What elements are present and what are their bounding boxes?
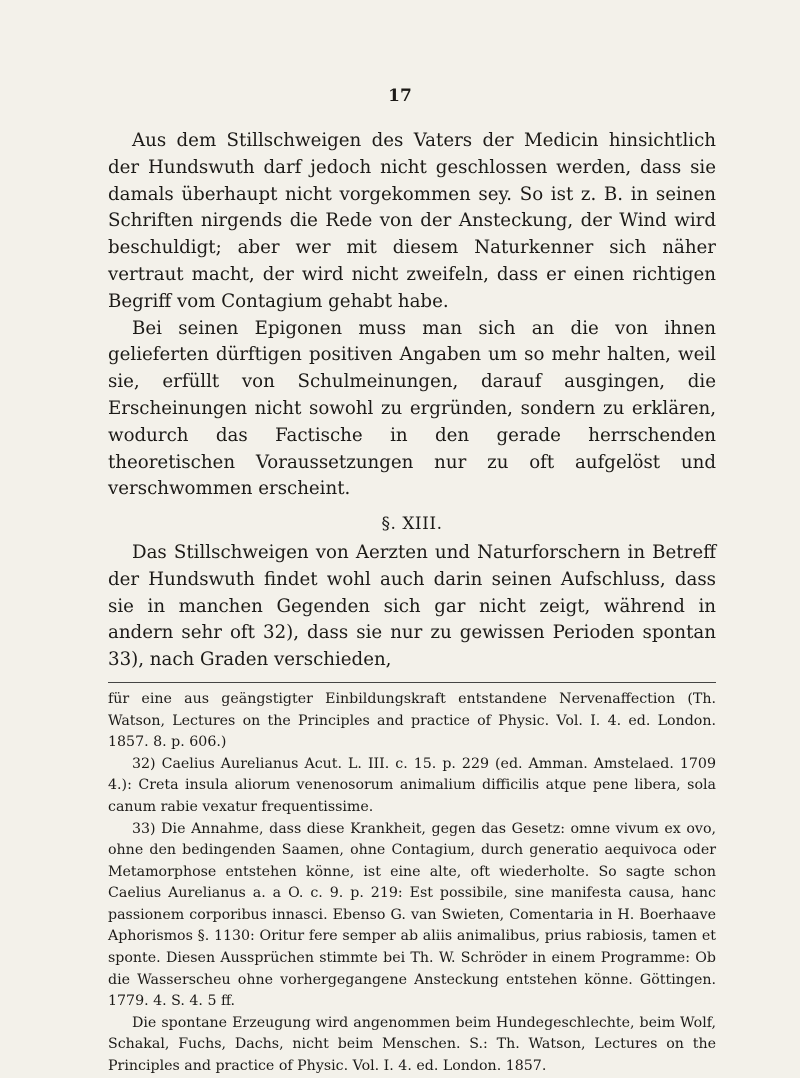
footnote-32: 32) Caelius Aurelianus Acut. L. III. c. 15. p. 229 (ed. Amman. Amstelaed. 1709 4.): Creta insula aliorum venenosorum animalium difficilis atque pene libera, sola canum rabie vexatur frequentissime. <box>108 755 716 815</box>
footnotes <box>108 689 716 1078</box>
page-content <box>108 88 716 1078</box>
main-text <box>108 128 716 674</box>
paragraph-1: Aus dem Stillschweigen des Vaters der Medicin hinsichtlich der Hundswuth darf jedoch nicht geschlossen werden, dass sie damals überhaupt nicht vorgekommen sey. So ist z. B. in seinen Schriften nirgends die Rede von der Ansteckung, der Wind wird beschuldigt; aber wer mit diesem Naturkenner sich näher vertraut macht, der wird nicht zweifeln, dass er einen richtigen Begriff vom Contagium gehabt habe. <box>108 130 716 312</box>
section-paragraph: Das Stillschweigen von Aerzten und Naturforschern in Betreff der Hundswuth findet wohl auch darin seinen Aufschluss, dass sie in manchen Gegenden sich gar nicht zeigt, während in andern sehr oft 32), dass sie nur zu gewissen Perioden spontan 33), nach Graden verschieden, <box>108 541 716 671</box>
paragraph-2: Bei seinen Epigonen muss man sich an die von ihnen gelieferten dürftigen positiven Angaben um so mehr halten, weil sie, erfüllt von Schulmeinungen, darauf ausgingen, die Erscheinungen nicht sowohl zu ergründen, sondern zu erklären, wodurch das Factische in den gerade herrschenden theoretischen Voraussetzungen nur zu oft aufgelöst und verschwommen erscheint. <box>108 317 716 500</box>
footnote-continuation: für eine aus geängstigter Einbildungskraft entstandene Nervenaffection (Th. Watson, Lectures on the Principles and practice of Physic. Vol. I. 4. ed. London. 1857. 8. p. 606.) <box>108 690 716 751</box>
footnote-divider <box>108 682 716 683</box>
section-heading: §. XIII. <box>381 514 443 535</box>
page-number: 17 <box>388 86 412 106</box>
footnote-33: 33) Die Annahme, dass diese Krankheit, gegen das Gesetz: omne vivum ex ovo, ohne den bedingenden Saamen, ohne Contagium, durch generatio aequivoca oder Metamorphose entstehen könne, ist eine alte, oft wiederholte. So sagte schon Caelius Aurelianus a. a O. c. 9. p. 219: Est possibile, sine manifesta causa, hanc passionem corporibus innasci. Ebenso G. van Swieten, Comentaria in H. Boerhaave Aphorismos §. 1130: Oritur fere semper ab aliis animalibus, prius rabiosis, tamen et sponte. Diesen Aussprüchen stimmte bei Th. W. Schröder in einem Programme: Ob die Wasserscheu ohne vorhergegangene Ansteckung entstehen könne. Göttingen. 1779. 4. S. 4. 5 ff. <box>108 820 716 1010</box>
footnote-33-continued: Die spontane Erzeugung wird angenommen beim Hundegeschlechte, beim Wolf, Schakal, Fuchs, Dachs, nicht beim Menschen. S.: Th. Watson, Lectures on the Principles and practice of Physic. Vol. I. 4. ed. London. 1857. <box>108 1014 716 1075</box>
